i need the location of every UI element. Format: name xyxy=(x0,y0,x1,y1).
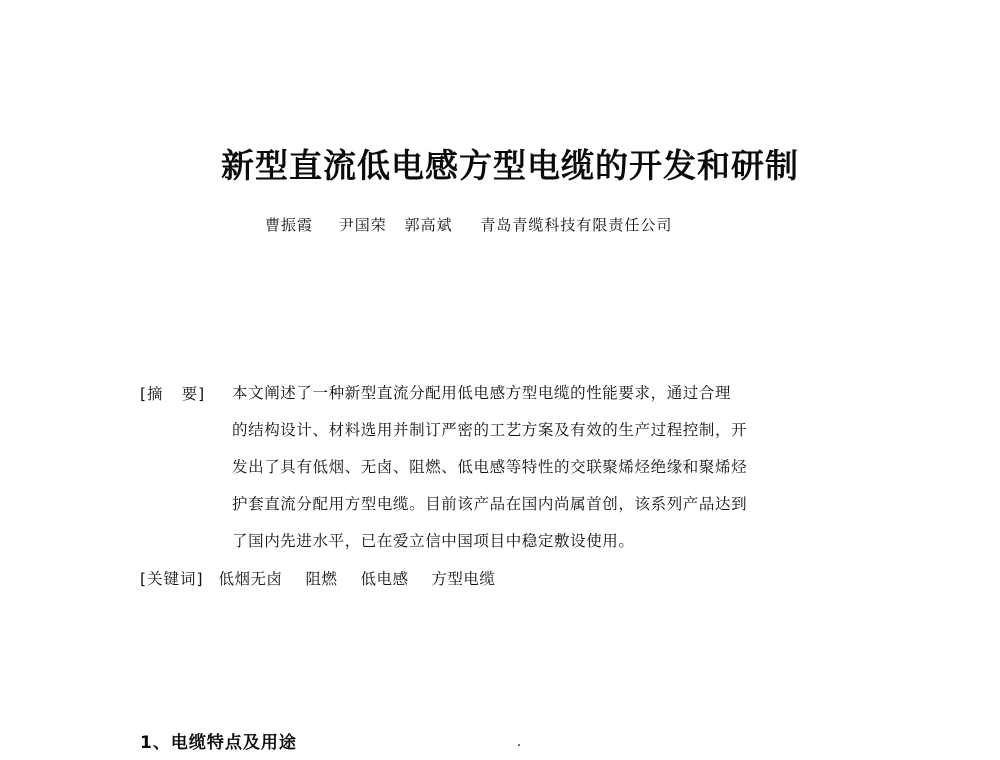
keywords-block xyxy=(140,567,495,589)
section-heading: 1、电缆特点及用途 xyxy=(140,733,297,753)
abstract-label-close: 要] xyxy=(181,385,206,403)
author-name: 郭高斌 xyxy=(404,216,453,234)
keyword: 低烟无卤 xyxy=(218,570,283,588)
abstract-line: 本文阐述了一种新型直流分配用低电感方型电缆的性能要求，通过合理 xyxy=(232,384,732,402)
abstract-body xyxy=(232,382,872,567)
abstract-line: 护套直流分配用方型电缆。目前该产品在国内尚属首创，该系列产品达到 xyxy=(232,495,748,513)
abstract-label xyxy=(140,382,205,404)
author-name: 尹国荣 xyxy=(338,216,387,234)
abstract-line: 的结构设计、材料选用并制订严密的工艺方案及有效的生产过程控制，开 xyxy=(232,421,748,439)
keyword: 阻燃 xyxy=(305,570,338,588)
abstract-label-open: [摘 xyxy=(140,385,164,403)
abstract-line: 发出了具有低烟、无卤、阻燃、低电感等特性的交联聚烯烃绝缘和聚烯烃 xyxy=(232,458,748,476)
keyword: 方型电缆 xyxy=(431,570,496,588)
author-line xyxy=(265,214,672,235)
author-affiliation: 青岛青缆科技有限责任公司 xyxy=(480,216,673,234)
abstract-line: 了国内先进水平，已在爱立信中国项目中稳定敷设使用。 xyxy=(232,532,635,550)
author-name: 曹振霞 xyxy=(265,216,314,234)
keywords-label: [关键词] xyxy=(140,570,204,588)
keyword: 低电感 xyxy=(360,570,409,588)
scan-speck xyxy=(518,744,520,746)
paper-title: 新型直流低电感方型电缆的开发和研制 xyxy=(221,146,799,185)
